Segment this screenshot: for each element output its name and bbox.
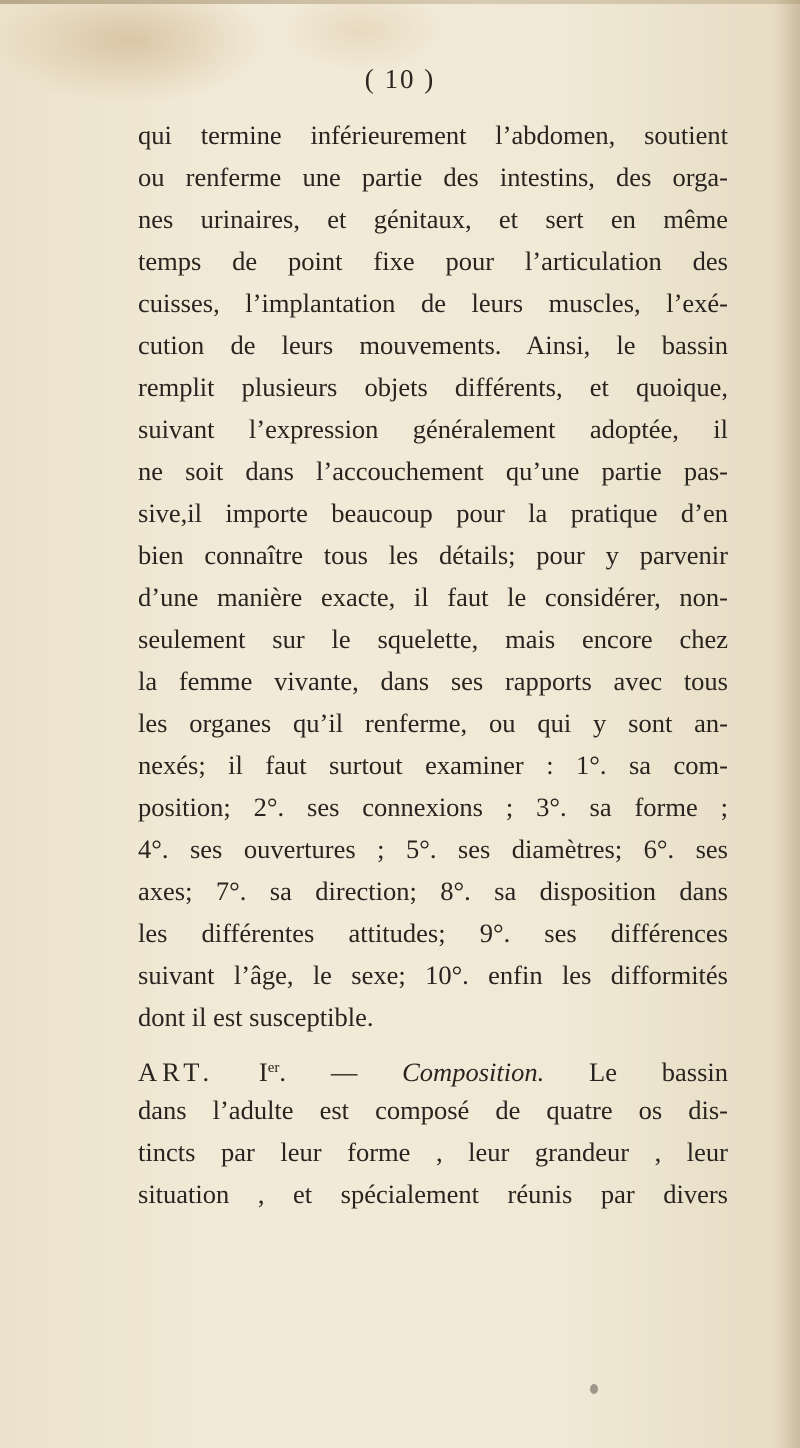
text-line: ou renferme une partie des intestins, des orga-	[138, 162, 728, 192]
text-line: seulement sur le squelette, mais encore chez	[138, 624, 728, 654]
page-top-edge	[0, 0, 800, 4]
text-line: nexés; il faut surtout examiner : 1°. sa com-	[138, 750, 728, 780]
article-number-superscript: er	[267, 1060, 280, 1076]
page-right-edge-shadow	[774, 0, 800, 1448]
text-line: nes urinaires, et génitaux, et sert en même	[138, 204, 728, 234]
text-line: suivant l’expression généralement adoptée, il	[138, 414, 728, 444]
text-line: sive,il importe beaucoup pour la pratique d’en	[138, 498, 728, 528]
text-line: temps de point fixe pour l’articulation des	[138, 246, 728, 276]
text-line: dans l’adulte est composé de quatre os dis-	[138, 1095, 728, 1125]
text-line: qui termine inférieurement l’abdomen, soutient	[138, 120, 728, 150]
text-line: suivant l’âge, le sexe; 10°. enfin les difformités	[138, 960, 728, 990]
paragraph-2	[138, 1047, 728, 1215]
text-line: cuisses, l’implantation de leurs muscles, l’exé-	[138, 288, 728, 318]
article-title: Composition.	[402, 1057, 545, 1087]
article-first-line-rest: Le bassin	[589, 1057, 729, 1087]
article-number: I	[258, 1057, 268, 1087]
text-line: bien connaître tous les détails; pour y parvenir	[138, 540, 728, 570]
article-number-punct: .	[279, 1057, 286, 1087]
text-line: la femme vivante, dans ses rapports avec tous	[138, 666, 728, 696]
article-label: ART.	[138, 1057, 215, 1087]
text-line: cution de leurs mouvements. Ainsi, le bassin	[138, 330, 728, 360]
text-line: d’une manière exacte, il faut le considérer, non-	[138, 582, 728, 612]
article-dash: —	[330, 1057, 358, 1087]
article-heading-line	[138, 1047, 728, 1089]
text-line: dont il est susceptible.	[138, 1002, 374, 1032]
page-number: ( 10 )	[364, 64, 436, 94]
text-line: position; 2°. ses connexions ; 3°. sa forme ;	[138, 792, 728, 822]
text-line: axes; 7°. sa direction; 8°. sa disposition dans	[138, 876, 728, 906]
text-line: les organes qu’il renferme, ou qui y sont an-	[138, 708, 728, 738]
text-line: situation , et spécialement réunis par divers	[138, 1179, 728, 1209]
ink-spot	[590, 1384, 598, 1394]
text-line: les différentes attitudes; 9°. ses différences	[138, 918, 728, 948]
text-line: remplit plusieurs objets différents, et quoique,	[138, 372, 728, 402]
paragraph-1	[138, 114, 728, 1038]
text-line: tincts par leur forme , leur grandeur , leur	[138, 1137, 728, 1167]
text-line: ne soit dans l’accouchement qu’une partie pas-	[138, 456, 728, 486]
text-line: 4°. ses ouvertures ; 5°. ses diamètres; 6°. ses	[138, 834, 728, 864]
